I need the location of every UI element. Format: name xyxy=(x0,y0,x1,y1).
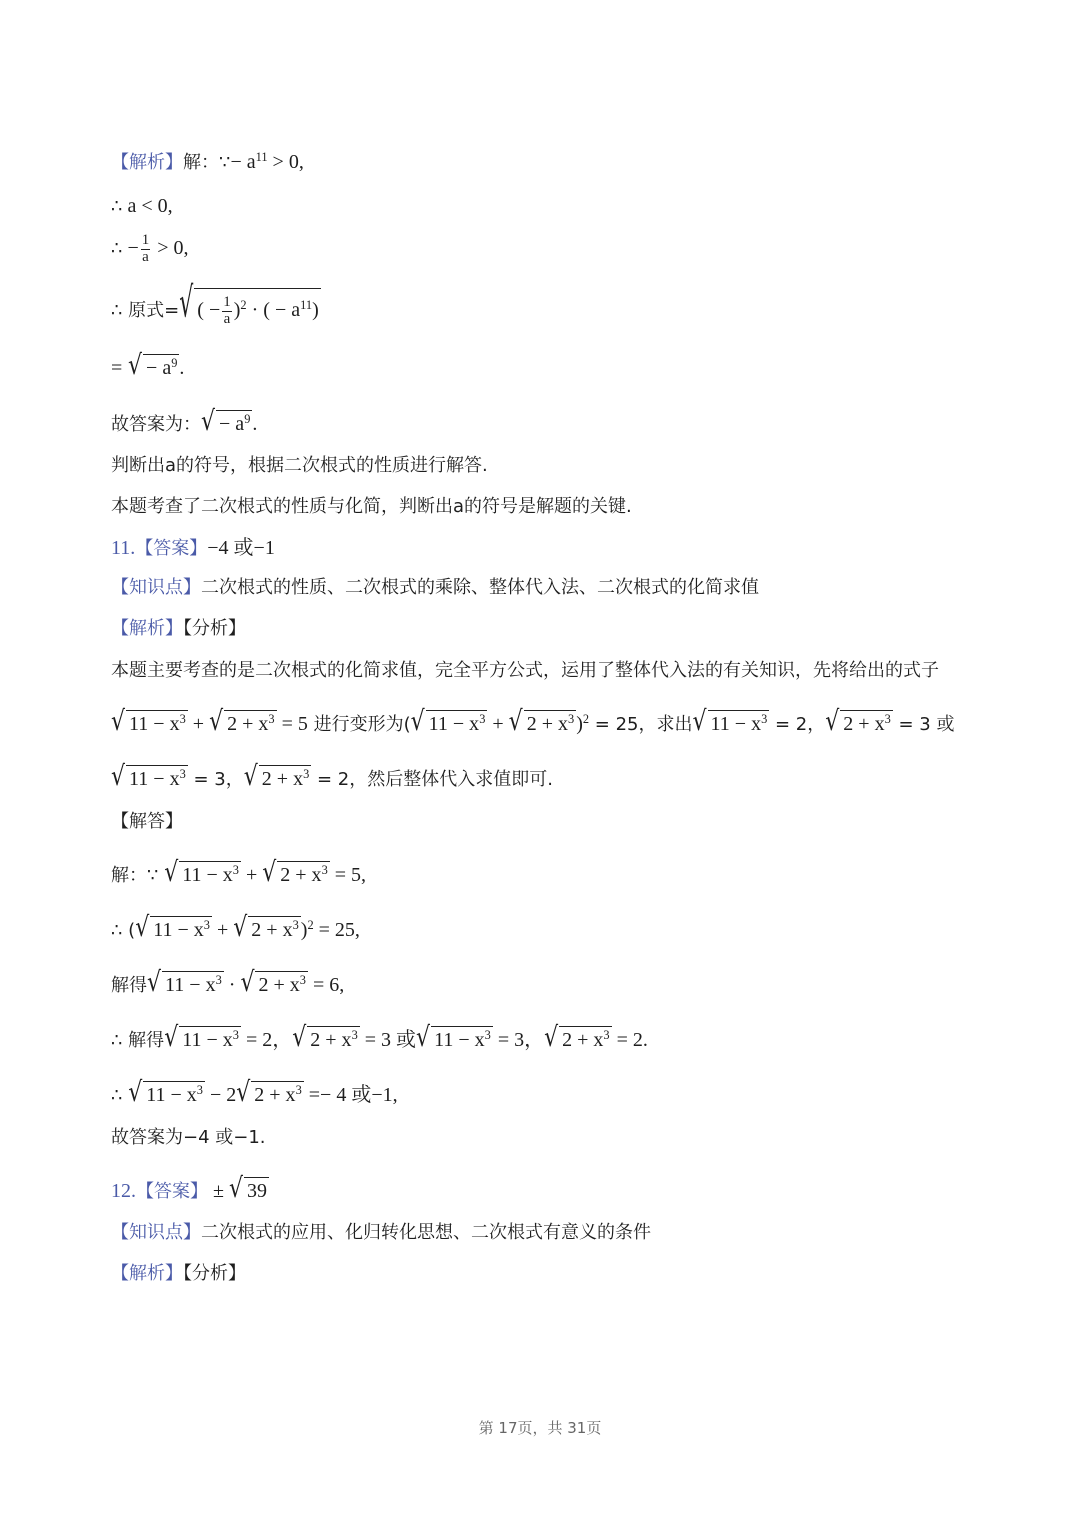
prev-answer-line: 故答案为：√− $a^9$ . xyxy=(111,406,258,438)
q12-analysis-heading xyxy=(111,1265,1020,1283)
because-symbol: ∵ xyxy=(219,152,231,173)
q11-solve-step-1: 解：∵ √ $11 - x^3$ + √ $2 + x^3 = 5$, xyxy=(111,857,367,889)
q12-number: 12. xyxy=(111,1180,136,1202)
therefore-symbol: ∴ xyxy=(111,196,123,217)
solution-start: 解： xyxy=(183,152,219,173)
q12-knowledge-tag: 【知识点】 xyxy=(111,1222,201,1243)
q11-knowledge-points: 二次根式的性质、二次根式的乘除、整体代入法、二次根式的化简求值 xyxy=(201,577,759,598)
prev-solution-line-5: = √− $a^9$ . xyxy=(111,350,185,382)
sqrt-neg-a9: √− $a^9$ xyxy=(128,350,178,382)
q11-solve-step-2: ∴ (√ $11 - x^3$ + √ $2 + x^3$ )$^2$ = 25, xyxy=(111,912,360,944)
q12-answer-line: 12.【答案】 ± √ 39 xyxy=(111,1173,268,1205)
given-expression: − $a^{11} > 0$, xyxy=(230,150,304,173)
analysis-tag: 【解析】 xyxy=(111,152,183,173)
prev-solution-line-2 xyxy=(111,196,1020,216)
prev-solution-line-4: ∴ 原式=√ ( − $\frac{1}{a}$ )$^2$ · ( − $a^{11}$) xyxy=(111,280,319,328)
q11-knowledge-line xyxy=(111,579,1020,597)
q11-knowledge-tag: 【知识点】 xyxy=(111,577,201,598)
page-footer: 第 17页，共 31页 xyxy=(478,1419,602,1437)
equals-sign: = xyxy=(111,357,123,379)
q11-answer-value: −4 或−1 xyxy=(207,537,275,559)
q11-number: 11. xyxy=(111,537,136,559)
q12-answer-tag: 【答案】 xyxy=(136,1181,208,1202)
fraction-one-over-a: $\frac{1}{a}$ xyxy=(141,232,150,265)
sqrt-11-minus-x3: √ $11 - x^3$ xyxy=(111,706,186,738)
q11-solve-step-4: ∴ 解得√ $11 - x^3 = 2$，√ $2 + x^3 = 3$ 或√ $11 - x^3 = 3$，√ $2 + x^3 = 2$. xyxy=(111,1022,648,1054)
q12-answer-sqrt: √ 39 xyxy=(228,1173,268,1205)
prev-solution-line-1 xyxy=(111,152,1020,172)
prev-solution-line-3: ∴ − $\frac{1}{a}$ > 0, xyxy=(111,232,189,265)
q11-analysis-formula-1: √ $11 - x^3$ + √ $2 + x^3 = 5$ 进行变形为(√ $11 - x^3$ + √ $2 + x^3$ )$^2$ = 25，求出√ $11 - x^3 = 2$，√ $2 + x^3 = 3$ 或 xyxy=(111,706,955,738)
q11-solve-step-3: 解得√ $11 - x^3$ · √ $2 + x^3 = 6$, xyxy=(111,967,345,999)
step-a-negative: a < 0, xyxy=(122,195,173,217)
q11-solve-step-5: ∴ √ $11 - x^3 - 2√$ $2 + x^3 =- 4$ 或−1, xyxy=(111,1077,398,1109)
q12-analysis-tag: 【解析】 xyxy=(111,1263,183,1284)
prev-note-1: 判断出a的符号，根据二次根式的性质进行解答. xyxy=(111,455,488,476)
q11-answer-tag: 【答案】 xyxy=(135,538,208,559)
answer-label: 故答案为： xyxy=(111,414,201,435)
prev-note-2: 本题考查了二次根式的性质与化简，判断出a的符号是解题的关键. xyxy=(111,496,632,517)
q11-answer-line xyxy=(111,538,1020,558)
q11-analysis-text: 本题主要考查的是二次根式的化简求值，完全平方公式，运用了整体代入法的有关知识，先将给出的式子 xyxy=(111,660,939,681)
sqrt-2-plus-x3: √ $2 + x^3$ xyxy=(209,706,275,738)
q11-solve-tag: 【解答】 xyxy=(111,811,183,832)
step-reciprocal: − $\frac{1}{a}$ > 0, xyxy=(122,232,189,265)
q11-analysis-tag: 【解析】 xyxy=(111,618,183,639)
q11-final-answer: 故答案为−4 或−1. xyxy=(111,1127,266,1148)
q11-analysis-sub: 【分析】 xyxy=(183,618,246,639)
q11-analysis-heading xyxy=(111,620,1020,638)
q12-analysis-sub: 【分析】 xyxy=(183,1263,246,1284)
q12-knowledge-line xyxy=(111,1224,1020,1242)
q12-knowledge-points: 二次根式的应用、化归转化思想、二次根式有意义的条件 xyxy=(201,1222,651,1243)
original-expression-label: 原式= xyxy=(122,299,180,321)
answer-sqrt: √− $a^9$ xyxy=(201,406,251,438)
sqrt-expression: √ ( − $\frac{1}{a}$ )$^2$ · ( − $a^{11}$) xyxy=(179,280,319,328)
q11-analysis-formula-2: √ $11 - x^3 = 3$，√ $2 + x^3 = 2$，然后整体代入求值即可. xyxy=(111,761,553,793)
